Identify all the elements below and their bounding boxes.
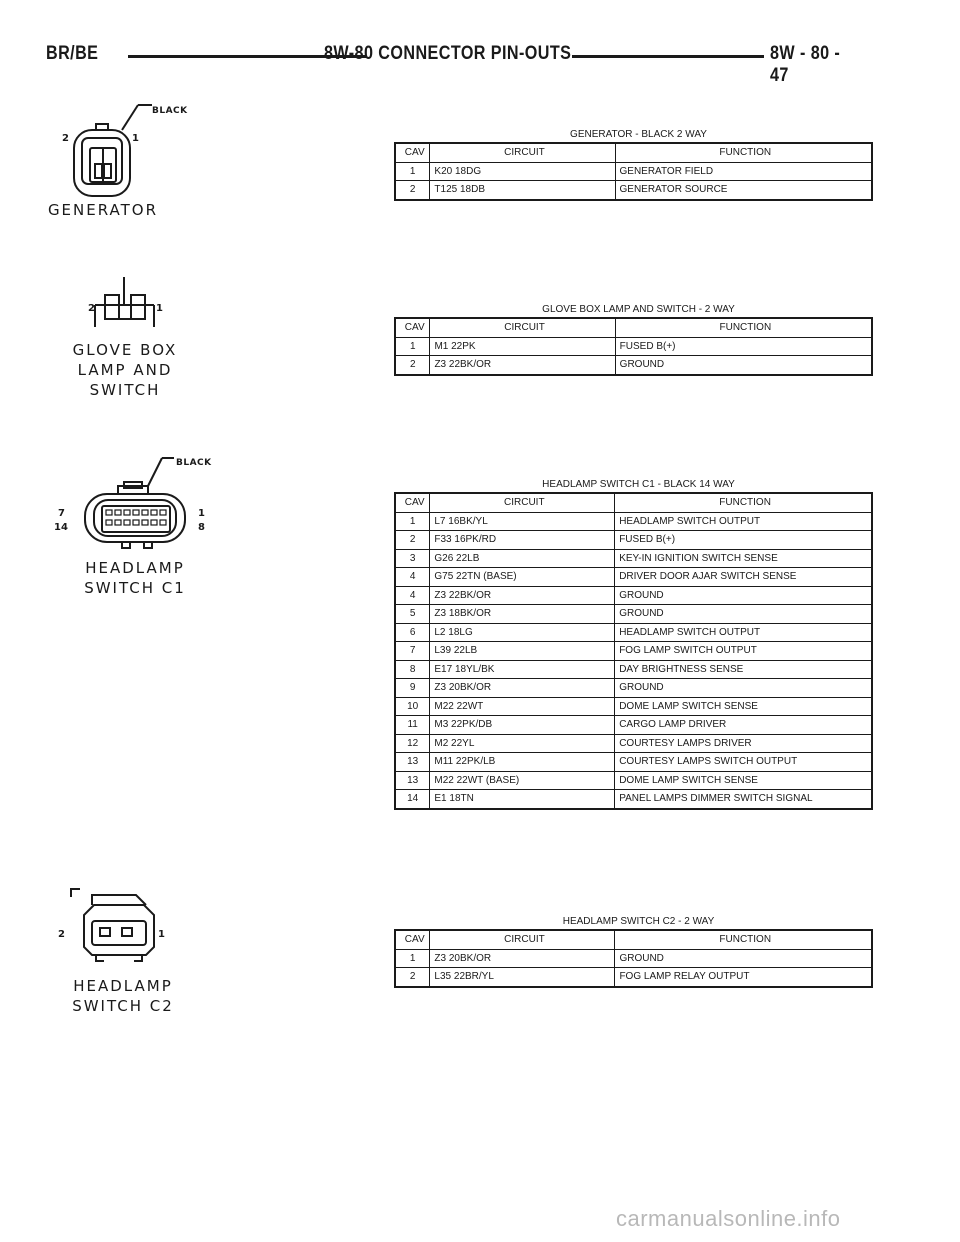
table-row <box>395 605 872 624</box>
header-section-title: 8W-80 CONNECTOR PIN-OUTS <box>324 43 572 64</box>
circuit-cell: L2 18LG <box>430 623 615 642</box>
circuit-cell: M11 22PK/LB <box>430 753 615 772</box>
table-row <box>395 337 872 356</box>
table-row <box>395 716 872 735</box>
table-row <box>395 660 872 679</box>
glove-box-pinout-table <box>394 303 873 376</box>
cavity-icon <box>133 520 139 525</box>
generator-name-line-1: GENERATOR <box>47 201 159 219</box>
header-page-number: 8W - 80 - 47 <box>770 43 841 86</box>
glove-box-name-line-1: GLOVE BOX <box>72 341 178 359</box>
cavity-icon <box>142 510 148 515</box>
circuit-cell: E1 18TN <box>430 790 615 809</box>
function-cell: CARGO LAMP DRIVER <box>615 716 872 735</box>
function-cell: DAY BRIGHTNESS SENSE <box>615 660 872 679</box>
headlamp-switch-c1-connector-name <box>70 558 200 598</box>
table-header-row <box>395 493 872 512</box>
function-cell: KEY-IN IGNITION SWITCH SENSE <box>615 549 872 568</box>
table-title: HEADLAMP SWITCH C2 - 2 WAY <box>562 916 715 927</box>
circuit-cell: G26 22LB <box>430 549 615 568</box>
pinout-table <box>394 492 873 810</box>
cav-cell: 2 <box>395 356 430 375</box>
cav-cell: 1 <box>395 162 430 181</box>
table-row <box>395 356 872 375</box>
table-row <box>395 771 872 790</box>
headlamp-switch-c1-pin-14: 14 <box>54 522 68 533</box>
table-title: HEADLAMP SWITCH C1 - BLACK 14 WAY <box>542 479 735 490</box>
headlamp-switch-c2-pin-right: 1 <box>158 929 165 940</box>
table-row <box>395 642 872 661</box>
circuit-cell: Z3 20BK/OR <box>430 949 615 968</box>
table-row <box>395 753 872 772</box>
headlamp-switch-c1-name-line-1: HEADLAMP <box>85 559 185 577</box>
cavity-icon <box>124 520 130 525</box>
cav-cell: 1 <box>395 512 430 531</box>
table-row <box>395 162 872 181</box>
cav-cell: 13 <box>395 753 430 772</box>
headlamp-switch-c2-connector-name <box>58 976 188 1016</box>
cav-cell: 12 <box>395 734 430 753</box>
table-row <box>395 949 872 968</box>
function-cell: FUSED B(+) <box>615 531 872 550</box>
cavity-icon <box>124 510 130 515</box>
circuit-cell: G75 22TN (BASE) <box>430 568 615 587</box>
function-cell: PANEL LAMPS DIMMER SWITCH SIGNAL <box>615 790 872 809</box>
headlamp-switch-c2-name-line-1: HEADLAMP <box>73 977 173 995</box>
generator-pin-right: 1 <box>132 133 139 144</box>
cav-header: CAV <box>395 143 430 162</box>
headlamp-switch-c2-name-line-2: SWITCH C2 <box>72 997 174 1015</box>
cav-cell: 6 <box>395 623 430 642</box>
circuit-cell: L35 22BR/YL <box>430 968 615 987</box>
function-cell: GENERATOR FIELD <box>615 162 872 181</box>
generator-pin-left: 2 <box>62 133 69 144</box>
function-cell: HEADLAMP SWITCH OUTPUT <box>615 512 872 531</box>
circuit-cell: Z3 20BK/OR <box>430 679 615 698</box>
pinout-table <box>394 929 873 988</box>
function-cell: FUSED B(+) <box>615 337 872 356</box>
function-cell: FOG LAMP RELAY OUTPUT <box>615 968 872 987</box>
circuit-cell: T125 18DB <box>430 181 615 200</box>
page-header <box>46 43 878 86</box>
cavity-icon <box>151 510 157 515</box>
cav-cell: 14 <box>395 790 430 809</box>
headlamp-switch-c1-cavities <box>106 510 166 525</box>
headlamp-switch-c1-pin-7: 7 <box>58 508 65 519</box>
table-row <box>395 623 872 642</box>
glove-box-connector-figure <box>40 275 240 399</box>
circuit-cell: L7 16BK/YL <box>430 512 615 531</box>
function-cell: FOG LAMP SWITCH OUTPUT <box>615 642 872 661</box>
circuit-cell: L39 22LB <box>430 642 615 661</box>
header-model: BR/BE <box>46 43 99 64</box>
function-cell: COURTESY LAMPS DRIVER <box>615 734 872 753</box>
circuit-cell: M1 22PK <box>430 337 615 356</box>
headlamp-switch-c1-pin-1: 1 <box>198 508 205 519</box>
headlamp-switch-c1-pin-8: 8 <box>198 522 205 533</box>
cav-header: CAV <box>395 930 430 949</box>
circuit-cell: M22 22WT (BASE) <box>430 771 615 790</box>
generator-color-label: BLACK <box>152 106 188 116</box>
cav-cell: 2 <box>395 531 430 550</box>
cav-header: CAV <box>395 318 430 337</box>
headlamp-switch-c2-pinout-table <box>394 915 873 988</box>
cav-cell: 11 <box>395 716 430 735</box>
circuit-cell: Z3 22BK/OR <box>430 586 615 605</box>
watermark-text: carmanualsonline.info <box>616 1206 841 1231</box>
table-row <box>395 531 872 550</box>
function-cell: GROUND <box>615 586 872 605</box>
circuit-cell: M3 22PK/DB <box>430 716 615 735</box>
cav-cell: 3 <box>395 549 430 568</box>
table-row <box>395 181 872 200</box>
circuit-cell: E17 18YL/BK <box>430 660 615 679</box>
cavity-icon <box>160 510 166 515</box>
glove-box-pin-left: 2 <box>88 303 95 314</box>
pinout-table <box>394 142 873 201</box>
function-cell: DOME LAMP SWITCH SENSE <box>615 771 872 790</box>
function-cell: GROUND <box>615 605 872 624</box>
function-cell: GROUND <box>615 679 872 698</box>
glove-box-connector-name <box>50 340 200 400</box>
table-row <box>395 679 872 698</box>
headlamp-switch-c1-connector-figure <box>40 450 240 600</box>
cav-cell: 8 <box>395 660 430 679</box>
table-title: GENERATOR - BLACK 2 WAY <box>570 129 707 140</box>
cavity-icon <box>142 520 148 525</box>
circuit-header: CIRCUIT <box>430 493 615 512</box>
table-row <box>395 968 872 987</box>
table-header-row <box>395 143 872 162</box>
circuit-cell: Z3 22BK/OR <box>430 356 615 375</box>
headlamp-switch-c2-connector-figure <box>40 885 240 1025</box>
headlamp-switch-c1-pinout-table <box>394 478 873 810</box>
cav-cell: 4 <box>395 586 430 605</box>
cavity-icon <box>106 520 112 525</box>
function-cell: DOME LAMP SWITCH SENSE <box>615 697 872 716</box>
cavity-icon <box>106 510 112 515</box>
function-header: FUNCTION <box>615 143 872 162</box>
cavity-icon <box>160 520 166 525</box>
glove-box-name-line-2: LAMP AND SWITCH <box>77 361 173 399</box>
cav-cell: 9 <box>395 679 430 698</box>
cav-header: CAV <box>395 493 430 512</box>
function-cell: GROUND <box>615 356 872 375</box>
cav-cell: 5 <box>395 605 430 624</box>
cav-cell: 1 <box>395 337 430 356</box>
table-row <box>395 697 872 716</box>
circuit-header: CIRCUIT <box>430 930 615 949</box>
circuit-cell: K20 18DG <box>430 162 615 181</box>
circuit-header: CIRCUIT <box>430 318 615 337</box>
table-header-row <box>395 930 872 949</box>
headlamp-switch-c1-name-line-2: SWITCH C1 <box>84 579 186 597</box>
table-row <box>395 790 872 809</box>
cavity-icon <box>115 510 121 515</box>
generator-connector-figure <box>40 100 240 230</box>
cav-cell: 2 <box>395 968 430 987</box>
circuit-cell: M2 22YL <box>430 734 615 753</box>
table-title: GLOVE BOX LAMP AND SWITCH - 2 WAY <box>542 304 735 315</box>
function-cell: GENERATOR SOURCE <box>615 181 872 200</box>
function-cell: COURTESY LAMPS SWITCH OUTPUT <box>615 753 872 772</box>
table-header-row <box>395 318 872 337</box>
function-cell: DRIVER DOOR AJAR SWITCH SENSE <box>615 568 872 587</box>
cavity-icon <box>133 510 139 515</box>
circuit-cell: F33 16PK/RD <box>430 531 615 550</box>
table-row <box>395 734 872 753</box>
cav-cell: 1 <box>395 949 430 968</box>
table-row <box>395 568 872 587</box>
cav-cell: 7 <box>395 642 430 661</box>
circuit-header: CIRCUIT <box>430 143 615 162</box>
table-row <box>395 512 872 531</box>
cav-cell: 4 <box>395 568 430 587</box>
headlamp-switch-c1-color-label: BLACK <box>176 458 212 468</box>
cav-cell: 10 <box>395 697 430 716</box>
function-header: FUNCTION <box>615 930 872 949</box>
header-rule-right <box>572 55 764 58</box>
circuit-cell: M22 22WT <box>430 697 615 716</box>
cavity-icon <box>151 520 157 525</box>
glove-box-pin-right: 1 <box>156 303 163 314</box>
generator-connector-name <box>40 200 166 220</box>
circuit-cell: Z3 18BK/OR <box>430 605 615 624</box>
function-header: FUNCTION <box>615 318 872 337</box>
cav-cell: 13 <box>395 771 430 790</box>
headlamp-switch-c2-pin-left: 2 <box>58 929 65 940</box>
table-row <box>395 549 872 568</box>
generator-pinout-table <box>394 128 873 201</box>
function-header: FUNCTION <box>615 493 872 512</box>
function-cell: GROUND <box>615 949 872 968</box>
cav-cell: 2 <box>395 181 430 200</box>
cavity-icon <box>115 520 121 525</box>
pinout-table <box>394 317 873 376</box>
function-cell: HEADLAMP SWITCH OUTPUT <box>615 623 872 642</box>
table-row <box>395 586 872 605</box>
